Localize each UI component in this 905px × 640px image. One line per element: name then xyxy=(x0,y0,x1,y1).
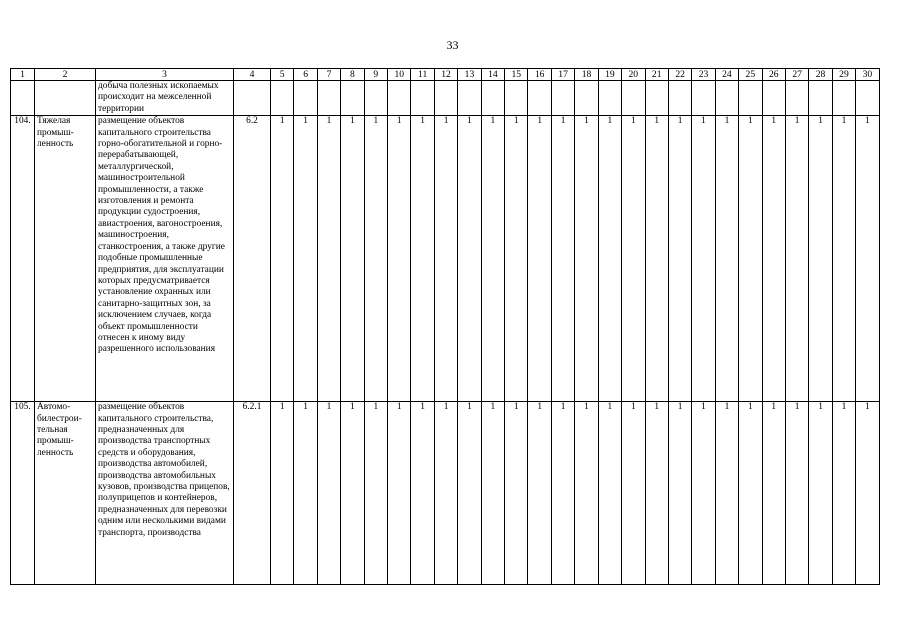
zone-value-cell: 1 xyxy=(622,402,645,585)
column-number-cell: 10 xyxy=(388,69,411,81)
column-number-cell: 27 xyxy=(785,69,808,81)
zone-value-cell: 1 xyxy=(668,402,691,585)
zone-value-cell xyxy=(785,81,808,116)
table-row xyxy=(11,402,880,585)
zone-value-cell: 1 xyxy=(271,402,294,585)
zone-value-cell xyxy=(458,81,481,116)
zone-value-cell: 1 xyxy=(739,402,762,585)
column-number-cell: 17 xyxy=(551,69,574,81)
zone-value-cell: 1 xyxy=(388,402,411,585)
zone-value-cell xyxy=(341,81,364,116)
column-number-cell: 12 xyxy=(434,69,457,81)
zone-value-cell: 1 xyxy=(271,116,294,402)
table-row xyxy=(11,81,880,116)
zone-value-cell: 1 xyxy=(294,402,317,585)
column-number-cell: 16 xyxy=(528,69,551,81)
zone-value-cell xyxy=(294,81,317,116)
land-use-name-cell: Автомо-билестрои-тельная промыш-ленность xyxy=(35,402,96,585)
column-number-cell: 7 xyxy=(317,69,340,81)
zone-value-cell xyxy=(739,81,762,116)
column-number-cell: 26 xyxy=(762,69,785,81)
zone-value-cell: 1 xyxy=(317,402,340,585)
zone-value-cell xyxy=(271,81,294,116)
land-use-description-cell: размещение объектов капитального строительства горно-обогатительной и горно-перерабатывающей, металлургической, машиностроительной промышленности, а также изготовления и ремонта продукции судостроения, авиастроения, вагоностроения, машиностроения, станкостроения, а также другие подобные промышленные предприятия, для эксплуатации которых предусматривается установление охранных или санитарно-защитных зон, за исключением случаев, когда объект промышленности отнесен к иному виду разрешенного использования xyxy=(96,116,234,402)
zone-value-cell: 1 xyxy=(809,402,832,585)
column-number-cell: 28 xyxy=(809,69,832,81)
zone-value-cell xyxy=(832,81,855,116)
zone-value-cell: 1 xyxy=(411,402,434,585)
column-number-cell: 22 xyxy=(668,69,691,81)
zone-value-cell: 1 xyxy=(692,116,715,402)
column-number-cell: 14 xyxy=(481,69,504,81)
zone-value-cell xyxy=(364,81,387,116)
zone-value-cell xyxy=(856,81,879,116)
zone-value-cell: 1 xyxy=(551,402,574,585)
zone-value-cell xyxy=(622,81,645,116)
column-number-cell: 18 xyxy=(575,69,598,81)
column-number-cell: 20 xyxy=(622,69,645,81)
land-use-name-cell xyxy=(35,81,96,116)
zone-value-cell xyxy=(715,81,738,116)
classifier-code-cell xyxy=(234,81,271,116)
zone-value-cell xyxy=(388,81,411,116)
zone-value-cell xyxy=(668,81,691,116)
zone-value-cell: 1 xyxy=(505,402,528,585)
zone-value-cell: 1 xyxy=(856,402,879,585)
column-number-cell: 6 xyxy=(294,69,317,81)
zone-value-cell: 1 xyxy=(668,116,691,402)
zone-value-cell: 1 xyxy=(317,116,340,402)
zone-value-cell: 1 xyxy=(785,402,808,585)
zone-value-cell: 1 xyxy=(294,116,317,402)
zone-value-cell: 1 xyxy=(832,116,855,402)
column-number-cell: 23 xyxy=(692,69,715,81)
zone-value-cell xyxy=(411,81,434,116)
column-number-cell: 15 xyxy=(505,69,528,81)
column-number-cell: 19 xyxy=(598,69,621,81)
zone-value-cell: 1 xyxy=(528,116,551,402)
zone-value-cell: 1 xyxy=(832,402,855,585)
zone-value-cell: 1 xyxy=(692,402,715,585)
zone-value-cell: 1 xyxy=(481,116,504,402)
classifier-code-cell: 6.2.1 xyxy=(234,402,271,585)
zone-value-cell: 1 xyxy=(364,402,387,585)
column-number-cell: 9 xyxy=(364,69,387,81)
column-number-cell: 25 xyxy=(739,69,762,81)
row-number-cell: 104. xyxy=(11,116,35,402)
zone-value-cell: 1 xyxy=(481,402,504,585)
zone-value-cell xyxy=(762,81,785,116)
land-use-description-cell: размещение объектов капитального строительства, предназначенных для производства транспортных средств и оборудования, производства автомобилей, производства автомобильных кузовов, производства прицепов, полуприцепов и контейнеров, предназначенных для перевозки одним или несколькими видами транспорта, производства xyxy=(96,402,234,585)
column-number-cell: 2 xyxy=(35,69,96,81)
zone-value-cell xyxy=(598,81,621,116)
zone-value-cell: 1 xyxy=(856,116,879,402)
land-use-description-cell: добыча полезных ископаемых происходит на межселенной территории xyxy=(96,81,234,116)
zone-value-cell: 1 xyxy=(809,116,832,402)
zone-value-cell: 1 xyxy=(341,402,364,585)
zone-value-cell xyxy=(692,81,715,116)
zone-value-cell: 1 xyxy=(411,116,434,402)
zone-value-cell: 1 xyxy=(645,116,668,402)
zone-value-cell xyxy=(551,81,574,116)
page-number: 33 xyxy=(446,38,459,52)
column-number-header-row xyxy=(11,69,880,81)
zone-value-cell: 1 xyxy=(715,116,738,402)
zone-value-cell: 1 xyxy=(598,402,621,585)
row-number-cell: 105. xyxy=(11,402,35,585)
land-use-name-cell: Тяжелая промыш-ленность xyxy=(35,116,96,402)
column-number-cell: 13 xyxy=(458,69,481,81)
zone-value-cell: 1 xyxy=(364,116,387,402)
column-number-cell: 21 xyxy=(645,69,668,81)
row-number-cell xyxy=(11,81,35,116)
zone-value-cell: 1 xyxy=(622,116,645,402)
zone-value-cell: 1 xyxy=(575,116,598,402)
zone-value-cell xyxy=(575,81,598,116)
column-number-cell: 29 xyxy=(832,69,855,81)
zone-value-cell xyxy=(481,81,504,116)
zone-value-cell: 1 xyxy=(551,116,574,402)
zone-value-cell: 1 xyxy=(388,116,411,402)
zone-value-cell: 1 xyxy=(598,116,621,402)
column-number-cell: 1 xyxy=(11,69,35,81)
zone-value-cell xyxy=(809,81,832,116)
column-number-cell: 4 xyxy=(234,69,271,81)
zone-value-cell: 1 xyxy=(341,116,364,402)
zone-value-cell: 1 xyxy=(505,116,528,402)
land-use-table xyxy=(10,68,880,585)
zone-value-cell: 1 xyxy=(458,116,481,402)
zone-value-cell: 1 xyxy=(528,402,551,585)
column-number-cell: 11 xyxy=(411,69,434,81)
zone-value-cell: 1 xyxy=(458,402,481,585)
zone-value-cell xyxy=(528,81,551,116)
column-number-cell: 3 xyxy=(96,69,234,81)
zone-value-cell: 1 xyxy=(434,402,457,585)
column-number-cell: 5 xyxy=(271,69,294,81)
zone-value-cell: 1 xyxy=(715,402,738,585)
zone-value-cell: 1 xyxy=(762,402,785,585)
column-number-cell: 30 xyxy=(856,69,879,81)
zone-value-cell: 1 xyxy=(575,402,598,585)
classifier-code-cell: 6.2 xyxy=(234,116,271,402)
zone-value-cell: 1 xyxy=(762,116,785,402)
column-number-cell: 8 xyxy=(341,69,364,81)
zone-value-cell xyxy=(505,81,528,116)
zone-value-cell: 1 xyxy=(434,116,457,402)
zone-value-cell: 1 xyxy=(645,402,668,585)
zone-value-cell: 1 xyxy=(785,116,808,402)
table-row xyxy=(11,116,880,402)
zone-value-cell xyxy=(434,81,457,116)
zone-value-cell xyxy=(317,81,340,116)
column-number-cell: 24 xyxy=(715,69,738,81)
zone-value-cell: 1 xyxy=(739,116,762,402)
zone-value-cell xyxy=(645,81,668,116)
